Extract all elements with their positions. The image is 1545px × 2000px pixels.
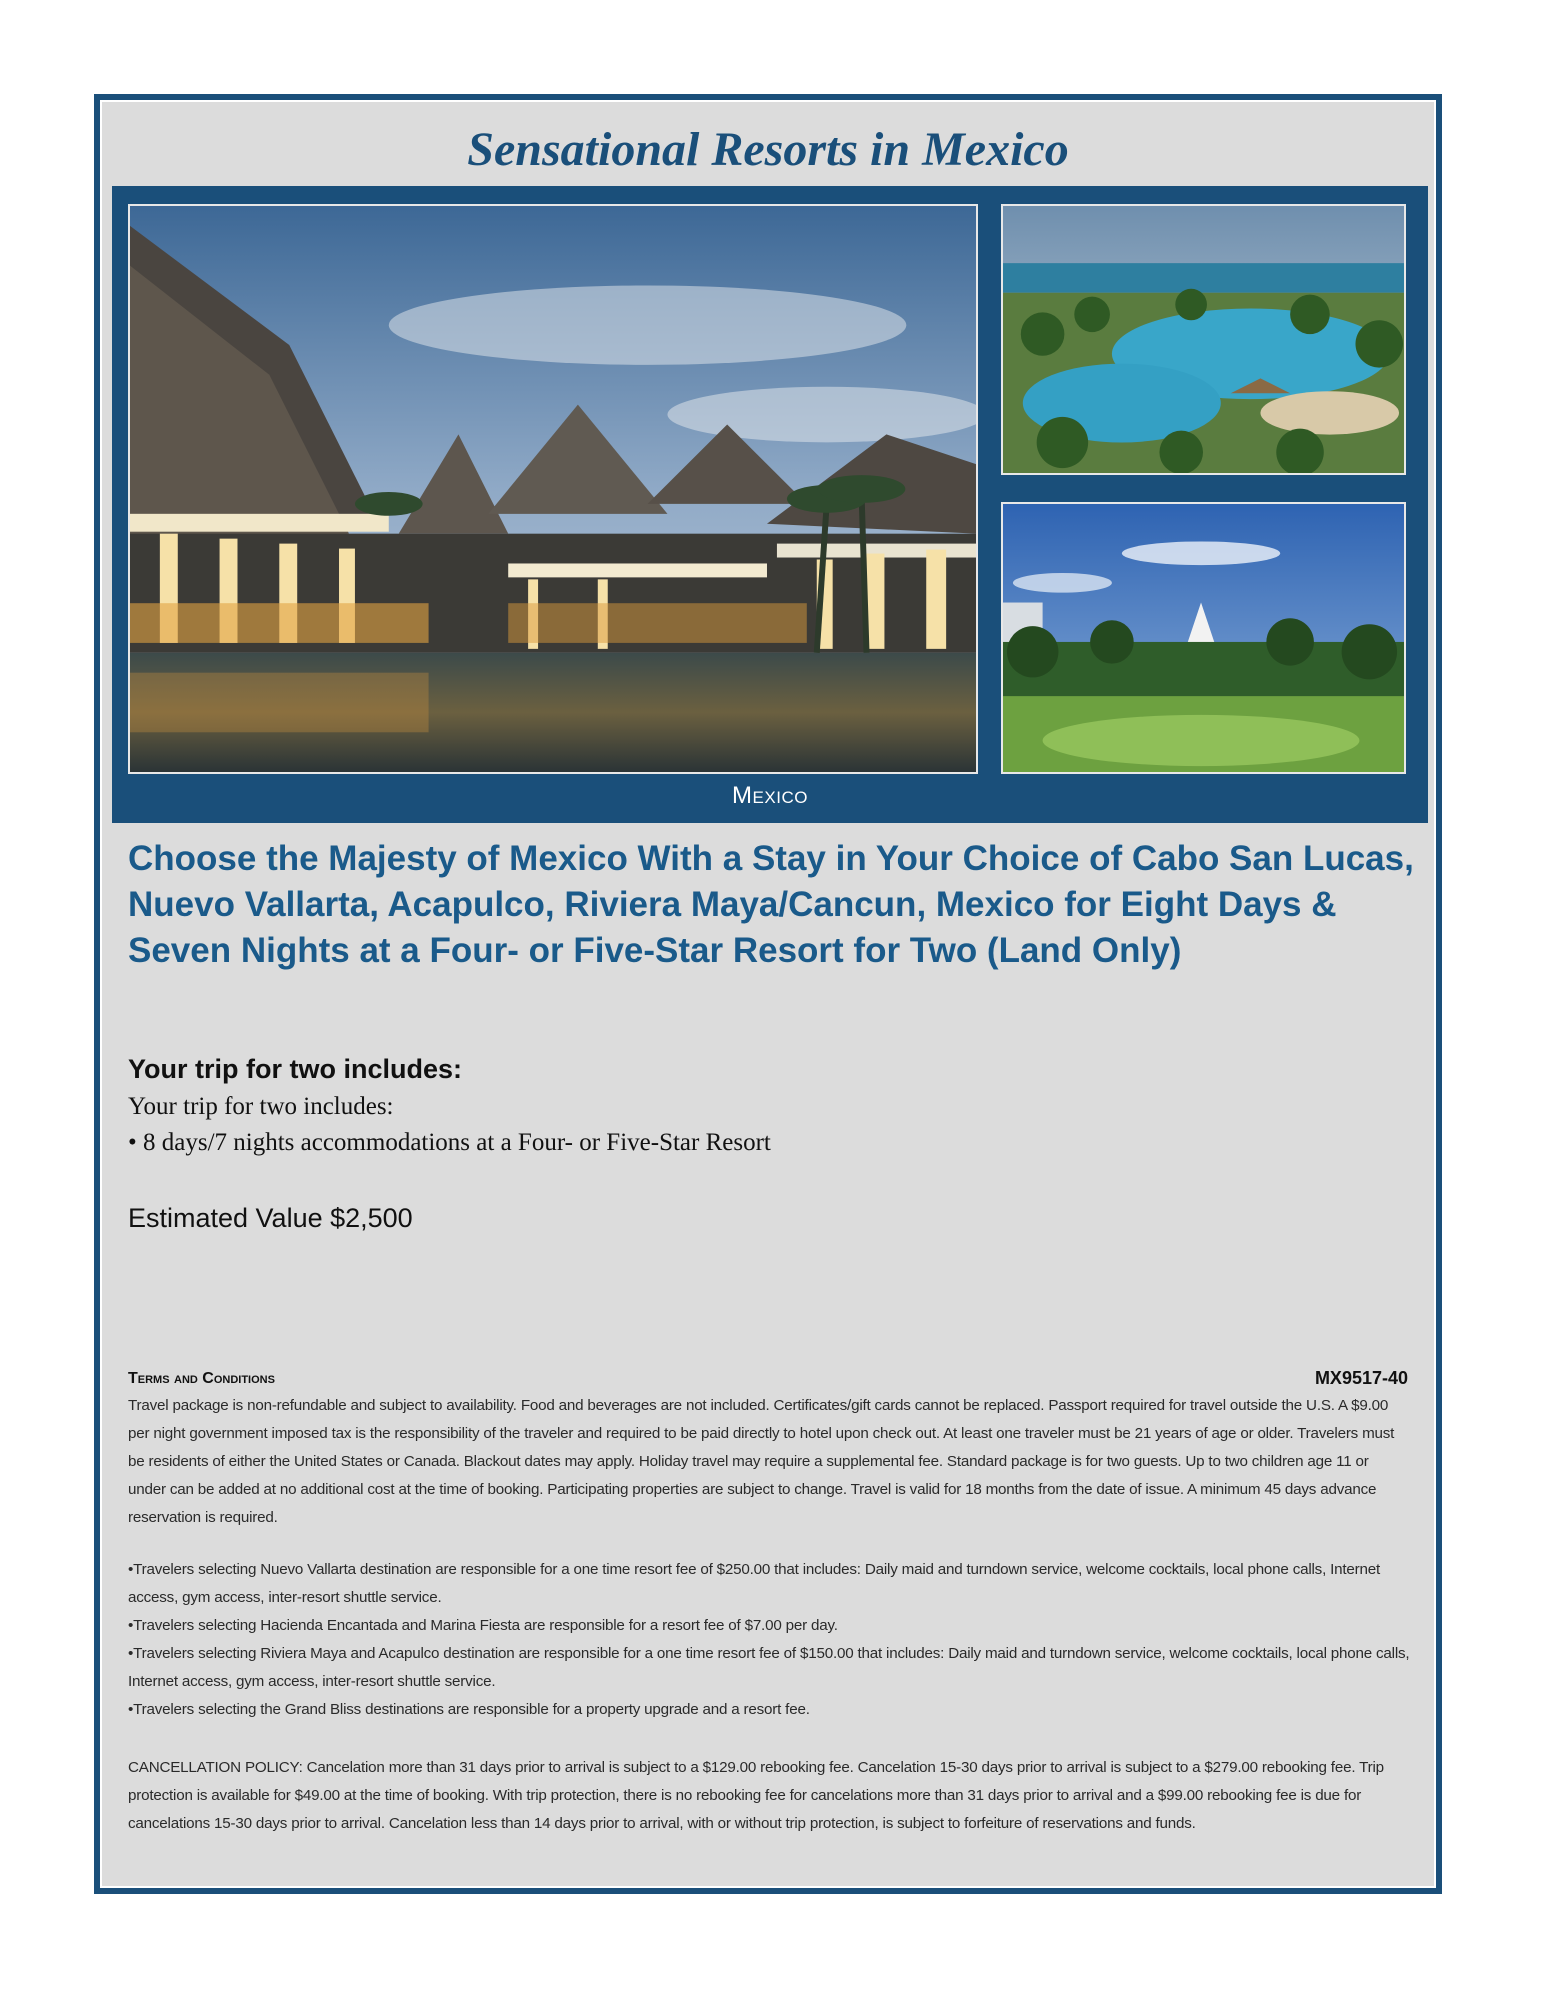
- flyer-panel: [100, 100, 1436, 1888]
- photo-caption: Mexico: [732, 782, 808, 809]
- flyer-frame: [94, 94, 1442, 1894]
- terms-bullet: •Travelers selecting the Grand Bliss destinations are responsible for a property upgrade and a resort fee.: [128, 1701, 810, 1718]
- terms-paragraph: Travel package is non-refundable and subject to availability. Food and beverages are not included. Certificates/gift cards cannot be replaced. Passport required for travel outside the U.S. A $9.00 per night government imposed tax is the responsibility of the traveler and required to be paid directly to hotel upon check out. At least one traveler must be 21 years of age or older. Travelers must be residents of either the United States or Canada. Blackout dates may apply. Holiday travel may require a supplemental fee. Standard package is for two guests. Up to two children age 11 or under can be added at no additional cost at the time of booking. Participating properties are subject to change. Travel is valid for 18 months from the date of issue. A minimum 45 days advance reservation is required.: [128, 1397, 1395, 1526]
- terms-bullet: •Travelers selecting Hacienda Encantada and Marina Fiesta are responsible for a resort fee of $7.00 per day.: [128, 1617, 838, 1634]
- terms-bullet: •Travelers selecting Riviera Maya and Acapulco destination are responsible for a one time resort fee of $150.00 that includes: Daily maid and turndown service, welcome cocktails, local phone calls, Internet access, gym access, inter-resort shuttle service.: [128, 1645, 1410, 1690]
- offer-headline: Choose the Majesty of Mexico With a Stay in Your Choice of Cabo San Lucas, Nuevo Vallarta, Acapulco, Riviera Maya/Cancun, Mexico for Eight Days & Seven Nights at a Four- or Five-Star Resort for Two (Land Only): [128, 839, 1414, 970]
- resort-lagoon-photo: [128, 204, 978, 774]
- photo-band: [112, 186, 1428, 823]
- terms-bullet: •Travelers selecting Nuevo Vallarta destination are responsible for a one time resort fee of $250.00 that includes: Daily maid and turndown service, welcome cocktails, local phone calls, Internet access, gym access, inter-resort shuttle service.: [128, 1561, 1381, 1606]
- page-title: Sensational Resorts in Mexico: [467, 123, 1069, 176]
- includes-item: • 8 days/7 nights accommodations at a Four- or Five-Star Resort: [128, 1129, 771, 1156]
- golf-course-photo: [1001, 502, 1406, 774]
- package-code: MX9517-40: [1314, 1368, 1408, 1388]
- includes-intro: Your trip for two includes:: [128, 1093, 394, 1120]
- pool-palm-photo: [1001, 204, 1406, 475]
- estimated-value: Estimated Value $2,500: [128, 1203, 413, 1233]
- terms-heading: Terms and Conditions: [128, 1370, 275, 1387]
- includes-heading: Your trip for two includes:: [128, 1054, 462, 1084]
- cancellation-policy: CANCELLATION POLICY: Cancelation more than 31 days prior to arrival is subject to a $129.00 rebooking fee. Cancelation 15-30 days prior to arrival is subject to a $279.00 rebooking fee. Trip protection is available for $49.00 at the time of booking. With trip protection, there is no rebooking fee for cancelations more than 31 days prior to arrival and a $99.00 rebooking fee is due for cancelations 15-30 days prior to arrival. Cancelation less than 14 days prior to arrival, with or without trip protection, is subject to forfeiture of reservations and funds.: [128, 1759, 1384, 1832]
